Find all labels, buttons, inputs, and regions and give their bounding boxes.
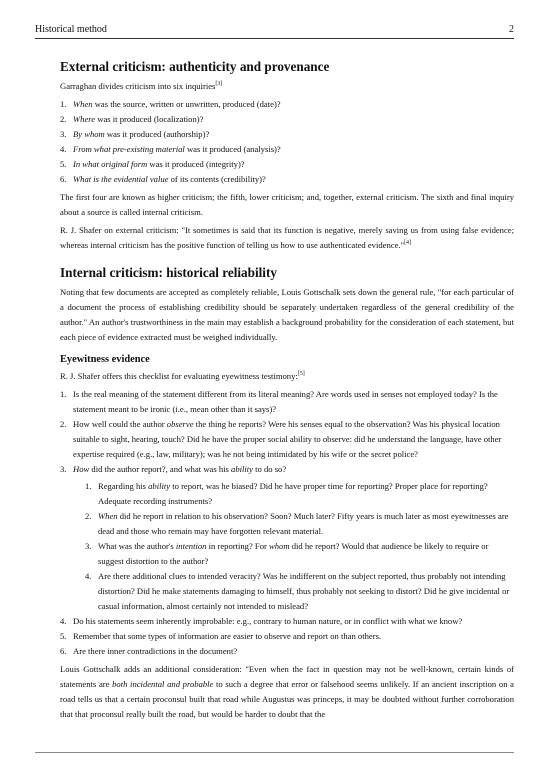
paragraph-garraghan-intro: Garraghan divides criticism into six inquiries[3]	[60, 81, 223, 91]
reporting-sublist	[73, 479, 514, 614]
list-item: 4. From what pre-existing material was it produced (analysis)?	[60, 144, 281, 154]
paragraph-shafer-checklist: R. J. Shafer offers this checklist for evaluating eyewitness testimony:[5]	[60, 371, 305, 381]
citation-ref-3[interactable]: [3]	[215, 81, 223, 87]
list-item: 6. Are there inner contradictions in the document?	[60, 646, 238, 656]
list-item: 1. Regarding his ability to report, was he biased? Did he have proper time for reporting? Proper place for reporting? Adequate recording instruments?	[85, 481, 488, 506]
list-item: 2. Where was it produced (localization)?	[60, 114, 204, 124]
list-item: 6. What is the evidential value of its contents (credibility)?	[60, 174, 266, 184]
footer-divider	[35, 752, 514, 753]
list-item: 4. Are there additional clues to intended veracity? Was he indifferent on the subject reported, thus probably not intending distortion? Did he make statements damaging to himself, thus probably not seeking to distort? Did he give incidental or casual information, almost certainly not intended to mislead?	[85, 571, 510, 611]
citation-ref-5[interactable]: [5]	[297, 371, 305, 377]
list-item: 5. In what original form was it produced (integrity)?	[60, 159, 245, 169]
list-item: 3. What was the author's intention in reporting? For whom did he report? Would that audience be likely to require or suggest distortion to the author?	[85, 541, 489, 566]
list-item: 3. By whom was it produced (authorship)?	[60, 129, 210, 139]
page-number: 2	[509, 24, 514, 35]
running-header	[35, 23, 514, 39]
list-item: 2. How well could the author observe the thing he reports? Were his senses equal to the observation? Was his physical location suitable to sight, hearing, touch? Did he have the proper social ability to observe: did he understand the language, have other expertise required (e.g., law, military); was he not being intimidated by his wife or the secret police?	[60, 419, 502, 459]
article-body	[60, 55, 514, 725]
subsection-heading-eyewitness: Eyewitness evidence	[60, 354, 150, 365]
page-title: Historical method	[35, 24, 107, 35]
list-item: 1. When was the source, written or unwritten, produced (date)?	[60, 99, 281, 109]
list-item: 2. When did he report in relation to his observation? Soon? Much later? Fifty years is much later as most eyewitnesses are dead and those who remain may have forgotten relevant material.	[85, 511, 509, 536]
section-heading-external-criticism: External criticism: authenticity and provenance	[60, 59, 330, 74]
list-item: 3. How did the author report?, and what was his ability to do so? 1. Regarding his ability to report, was he biased? Did he have proper time for reporting? Proper place for reporting? Adequate recording instruments? 2. When did he report in relation to his observation? Soon? Much later? Fifty years is much later as most eyewitnesses are dead and those who remain may have forgotten relevant material. 3. What was the author's intention in reporting? For whom did he report? Would that audience be likely to require or suggest distortion to the author? 4. Are there additional clues to intended veracity? Was he indifferent on the subject reported, thus probably not intending distortion? Did he make statements damaging to himself, thus probably not seeking to distort? Did he give incidental or casual information, almost certainly not intended to mislead?	[73, 462, 514, 614]
citation-ref-4[interactable]: [4]	[404, 240, 412, 246]
paragraph-gottschalk-rule: Noting that few documents are accepted as completely reliable, Louis Gottschalk sets down the general rule, "for each particular of a document the process of establishing credibility should be separately undertaken regardless of the general credibility of the author." An author's trustworthiness in the main may establish a background probability for the consideration of each statement, but each piece of evidence extracted must be weighed individually.	[60, 287, 514, 342]
inquiries-list	[60, 97, 514, 187]
list-item: 5. Remember that some types of information are easier to observe and report on than others.	[60, 631, 382, 641]
section-heading-internal-criticism: Internal criticism: historical reliability	[60, 265, 277, 280]
paragraph-gottschalk-consideration: Louis Gottschalk adds an additional consideration: "Even when the fact in question may not be well-known, certain kinds of statements are both incidental and probable to such a degree that error or falsehood seems unlikely. If an ancient inscription on a road tells us that a certain proconsul built that road while Augustus was princeps, it may be doubted without further corroboration that that proconsul really built the road, but would be harder to doubt that the	[60, 664, 514, 719]
paragraph-higher-criticism: The first four are known as higher criticism; the fifth, lower criticism; and, together, external criticism. The sixth and final inquiry about a source is called internal criticism.	[60, 192, 514, 217]
paragraph-shafer-external: R. J. Shafer on external criticism: "It sometimes is said that its function is negative, merely saving us from using false evidence; whereas internal criticism has the positive function of telling us how to use authenticated evidence."[4]	[60, 225, 514, 250]
list-item: 4. Do his statements seem inherently improbable: e.g., contrary to human nature, or in conflict with what we know?	[60, 616, 463, 626]
list-item: 1. Is the real meaning of the statement different from its literal meaning? Are words used in senses not employed today? Is the statement meant to be ironic (i.e., mean other than it says)?	[60, 389, 498, 414]
eyewitness-checklist	[60, 387, 514, 659]
